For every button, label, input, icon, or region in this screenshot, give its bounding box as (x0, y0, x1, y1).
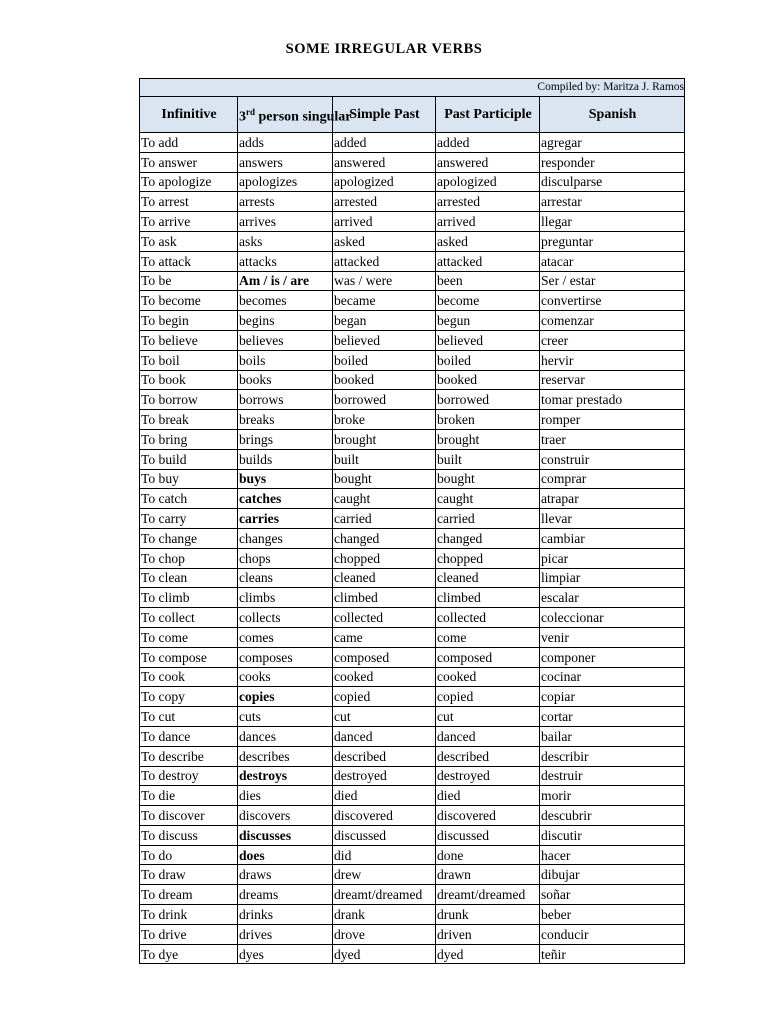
spanish-cell: descubrir (540, 806, 685, 826)
table-row (140, 806, 685, 826)
third-person-cell: cuts (238, 707, 333, 727)
infinitive-cell: To drink (140, 905, 238, 925)
document-title: SOME IRREGULAR VERBS (285, 41, 483, 57)
simple-past-cell: carried (333, 509, 436, 529)
spanish-cell: traer (540, 429, 685, 449)
table-row (140, 330, 685, 350)
simple-past-cell: broke (333, 410, 436, 430)
past-participle-cell: dyed (436, 944, 540, 964)
past-participle-cell: collected (436, 608, 540, 628)
past-participle-cell: done (436, 845, 540, 865)
simple-past-cell: caught (333, 489, 436, 509)
spanish-cell: tomar prestado (540, 390, 685, 410)
infinitive-cell: To compose (140, 647, 238, 667)
simple-past-cell: dyed (333, 944, 436, 964)
spanish-cell: coleccionar (540, 608, 685, 628)
third-person-cell: books (238, 370, 333, 390)
past-participle-cell: destroyed (436, 766, 540, 786)
header-third-person-singular (238, 97, 352, 133)
spanish-cell: dibujar (540, 865, 685, 885)
simple-past-cell: began (333, 311, 436, 331)
infinitive-cell: To change (140, 528, 238, 548)
table-row (140, 568, 685, 588)
spanish-cell: limpiar (540, 568, 685, 588)
table-row (140, 528, 685, 548)
infinitive-cell: To book (140, 370, 238, 390)
third-person-cell: apologizes (238, 172, 333, 192)
simple-past-cell: added (333, 133, 436, 153)
table-row (140, 172, 685, 192)
spanish-cell: llegar (540, 212, 685, 232)
infinitive-cell: To discuss (140, 825, 238, 845)
header-infinitive: Infinitive (140, 97, 238, 133)
past-participle-cell: borrowed (436, 390, 540, 410)
third-person-cell: boils (238, 350, 333, 370)
simple-past-cell: brought (333, 429, 436, 449)
infinitive-cell: To cut (140, 707, 238, 727)
infinitive-cell: To believe (140, 330, 238, 350)
simple-past-cell: did (333, 845, 436, 865)
third-person-cell: collects (238, 608, 333, 628)
simple-past-cell: drew (333, 865, 436, 885)
infinitive-cell: To chop (140, 548, 238, 568)
third-person-cell: believes (238, 330, 333, 350)
past-participle-cell: died (436, 786, 540, 806)
infinitive-cell: To dye (140, 944, 238, 964)
simple-past-cell: cut (333, 707, 436, 727)
table-row (140, 924, 685, 944)
simple-past-cell: discussed (333, 825, 436, 845)
past-participle-cell: apologized (436, 172, 540, 192)
past-participle-cell: dreamt/dreamed (436, 885, 540, 905)
past-participle-cell: carried (436, 509, 540, 529)
third-person-cell: builds (238, 449, 333, 469)
past-participle-cell: bought (436, 469, 540, 489)
infinitive-cell: To catch (140, 489, 238, 509)
third-person-cell: climbs (238, 588, 333, 608)
infinitive-cell: To answer (140, 152, 238, 172)
past-participle-cell: caught (436, 489, 540, 509)
simple-past-cell: drank (333, 905, 436, 925)
past-participle-cell: begun (436, 311, 540, 331)
table-row (140, 825, 685, 845)
verb-rows (140, 133, 685, 964)
infinitive-cell: To arrest (140, 192, 238, 212)
third-person-cell: carries (238, 509, 333, 529)
past-participle-cell: answered (436, 152, 540, 172)
past-participle-cell: changed (436, 528, 540, 548)
past-participle-cell: added (436, 133, 540, 153)
third-person-cell: brings (238, 429, 333, 449)
third-person-cell: Am / is / are (238, 271, 333, 291)
third-person-cell: catches (238, 489, 333, 509)
header-spanish: Spanish (540, 97, 685, 133)
simple-past-cell: was / were (333, 271, 436, 291)
past-participle-cell: believed (436, 330, 540, 350)
table-row (140, 905, 685, 925)
simple-past-cell: cleaned (333, 568, 436, 588)
spanish-cell: discutir (540, 825, 685, 845)
table-row (140, 845, 685, 865)
past-participle-cell: described (436, 746, 540, 766)
third-person-cell: drives (238, 924, 333, 944)
table-row (140, 271, 685, 291)
table-row (140, 667, 685, 687)
infinitive-cell: To borrow (140, 390, 238, 410)
third-person-cell: comes (238, 627, 333, 647)
table-row (140, 647, 685, 667)
table-row (140, 152, 685, 172)
simple-past-cell: danced (333, 726, 436, 746)
past-participle-cell: arrested (436, 192, 540, 212)
past-participle-cell: broken (436, 410, 540, 430)
past-participle-cell: driven (436, 924, 540, 944)
infinitive-cell: To build (140, 449, 238, 469)
third-person-cell: becomes (238, 291, 333, 311)
infinitive-cell: To copy (140, 687, 238, 707)
simple-past-cell: asked (333, 231, 436, 251)
infinitive-cell: To destroy (140, 766, 238, 786)
table-row (140, 766, 685, 786)
third-person-cell: answers (238, 152, 333, 172)
infinitive-cell: To become (140, 291, 238, 311)
simple-past-cell: drove (333, 924, 436, 944)
simple-past-cell: boiled (333, 350, 436, 370)
past-participle-cell: boiled (436, 350, 540, 370)
third-person-cell: dreams (238, 885, 333, 905)
spanish-cell: bailar (540, 726, 685, 746)
infinitive-cell: To collect (140, 608, 238, 628)
infinitive-cell: To climb (140, 588, 238, 608)
spanish-cell: venir (540, 627, 685, 647)
spanish-cell: convertirse (540, 291, 685, 311)
simple-past-cell: arrived (333, 212, 436, 232)
header-simple-past: Simple Past (333, 97, 436, 133)
spanish-cell: responder (540, 152, 685, 172)
simple-past-cell: discovered (333, 806, 436, 826)
table-row (140, 746, 685, 766)
simple-past-cell: composed (333, 647, 436, 667)
third-person-cell: buys (238, 469, 333, 489)
simple-past-cell: changed (333, 528, 436, 548)
spanish-cell: llevar (540, 509, 685, 529)
table-row (140, 311, 685, 331)
simple-past-cell: booked (333, 370, 436, 390)
infinitive-cell: To drive (140, 924, 238, 944)
spanish-cell: agregar (540, 133, 685, 153)
past-participle-cell: discovered (436, 806, 540, 826)
third-person-cell: cooks (238, 667, 333, 687)
infinitive-cell: To add (140, 133, 238, 153)
past-participle-cell: danced (436, 726, 540, 746)
table-row (140, 627, 685, 647)
simple-past-cell: believed (333, 330, 436, 350)
past-participle-cell: cooked (436, 667, 540, 687)
infinitive-cell: To bring (140, 429, 238, 449)
table-row (140, 489, 685, 509)
table-row (140, 885, 685, 905)
third-person-cell: borrows (238, 390, 333, 410)
third-person-cell: describes (238, 746, 333, 766)
third-person-cell: breaks (238, 410, 333, 430)
past-participle-cell: drawn (436, 865, 540, 885)
infinitive-cell: To begin (140, 311, 238, 331)
simple-past-cell: climbed (333, 588, 436, 608)
simple-past-cell: bought (333, 469, 436, 489)
table-row (140, 212, 685, 232)
past-participle-cell: discussed (436, 825, 540, 845)
third-person-cell: draws (238, 865, 333, 885)
spanish-cell: picar (540, 548, 685, 568)
simple-past-cell: answered (333, 152, 436, 172)
past-participle-cell: come (436, 627, 540, 647)
simple-past-cell: collected (333, 608, 436, 628)
table-row (140, 608, 685, 628)
simple-past-cell: destroyed (333, 766, 436, 786)
spanish-cell: reservar (540, 370, 685, 390)
table-row (140, 469, 685, 489)
infinitive-cell: To describe (140, 746, 238, 766)
third-person-cell: dances (238, 726, 333, 746)
past-participle-cell: composed (436, 647, 540, 667)
spanish-cell: hacer (540, 845, 685, 865)
third-person-cell: drinks (238, 905, 333, 925)
header-third-person-ordinal: rd (246, 106, 255, 117)
infinitive-cell: To discover (140, 806, 238, 826)
table-row (140, 509, 685, 529)
table-row (140, 588, 685, 608)
simple-past-cell: dreamt/dreamed (333, 885, 436, 905)
simple-past-cell: became (333, 291, 436, 311)
past-participle-cell: arrived (436, 212, 540, 232)
table-row (140, 548, 685, 568)
spanish-cell: creer (540, 330, 685, 350)
third-person-cell: does (238, 845, 333, 865)
third-person-cell: adds (238, 133, 333, 153)
past-participle-cell: become (436, 291, 540, 311)
spanish-cell: cambiar (540, 528, 685, 548)
table-row (140, 291, 685, 311)
table-row (140, 251, 685, 271)
simple-past-cell: described (333, 746, 436, 766)
table-row (140, 726, 685, 746)
spanish-cell: soñar (540, 885, 685, 905)
table-row (140, 687, 685, 707)
infinitive-cell: To arrive (140, 212, 238, 232)
spanish-cell: comenzar (540, 311, 685, 331)
table-row (140, 786, 685, 806)
third-person-cell: chops (238, 548, 333, 568)
table-row (140, 707, 685, 727)
spanish-cell: romper (540, 410, 685, 430)
third-person-cell: copies (238, 687, 333, 707)
third-person-cell: destroys (238, 766, 333, 786)
table-row (140, 449, 685, 469)
simple-past-cell: apologized (333, 172, 436, 192)
header-third-person-label: person singular (255, 109, 352, 125)
simple-past-cell: arrested (333, 192, 436, 212)
spanish-cell: preguntar (540, 231, 685, 251)
infinitive-cell: To do (140, 845, 238, 865)
third-person-cell: arrests (238, 192, 333, 212)
spanish-cell: conducir (540, 924, 685, 944)
infinitive-cell: To dance (140, 726, 238, 746)
table-header-row (140, 97, 685, 133)
spanish-cell: destruir (540, 766, 685, 786)
table-row (140, 192, 685, 212)
past-participle-cell: been (436, 271, 540, 291)
table-row (140, 410, 685, 430)
spanish-cell: escalar (540, 588, 685, 608)
third-person-cell: arrives (238, 212, 333, 232)
spanish-cell: morir (540, 786, 685, 806)
simple-past-cell: came (333, 627, 436, 647)
past-participle-cell: climbed (436, 588, 540, 608)
third-person-cell: dies (238, 786, 333, 806)
past-participle-cell: chopped (436, 548, 540, 568)
infinitive-cell: To attack (140, 251, 238, 271)
third-person-cell: composes (238, 647, 333, 667)
infinitive-cell: To boil (140, 350, 238, 370)
infinitive-cell: To buy (140, 469, 238, 489)
spanish-cell: disculparse (540, 172, 685, 192)
spanish-cell: construir (540, 449, 685, 469)
simple-past-cell: built (333, 449, 436, 469)
spanish-cell: describir (540, 746, 685, 766)
third-person-cell: asks (238, 231, 333, 251)
simple-past-cell: copied (333, 687, 436, 707)
table-row (140, 370, 685, 390)
spanish-cell: cocinar (540, 667, 685, 687)
past-participle-cell: asked (436, 231, 540, 251)
infinitive-cell: To break (140, 410, 238, 430)
simple-past-cell: borrowed (333, 390, 436, 410)
infinitive-cell: To clean (140, 568, 238, 588)
infinitive-cell: To dream (140, 885, 238, 905)
spanish-cell: copiar (540, 687, 685, 707)
table-row (140, 944, 685, 964)
past-participle-cell: cut (436, 707, 540, 727)
infinitive-cell: To carry (140, 509, 238, 529)
header-past-participle: Past Participle (436, 97, 540, 133)
third-person-cell: discusses (238, 825, 333, 845)
header-third-person-number: 3 (239, 109, 246, 125)
simple-past-cell: died (333, 786, 436, 806)
table-row (140, 390, 685, 410)
simple-past-cell: chopped (333, 548, 436, 568)
table-row (140, 350, 685, 370)
past-participle-cell: copied (436, 687, 540, 707)
past-participle-cell: brought (436, 429, 540, 449)
spanish-cell: beber (540, 905, 685, 925)
past-participle-cell: built (436, 449, 540, 469)
infinitive-cell: To cook (140, 667, 238, 687)
spanish-cell: arrestar (540, 192, 685, 212)
spanish-cell: atacar (540, 251, 685, 271)
spanish-cell: Ser / estar (540, 271, 685, 291)
third-person-cell: dyes (238, 944, 333, 964)
infinitive-cell: To die (140, 786, 238, 806)
spanish-cell: comprar (540, 469, 685, 489)
spanish-cell: atrapar (540, 489, 685, 509)
infinitive-cell: To be (140, 271, 238, 291)
third-person-cell: begins (238, 311, 333, 331)
simple-past-cell: attacked (333, 251, 436, 271)
third-person-cell: cleans (238, 568, 333, 588)
spanish-cell: hervir (540, 350, 685, 370)
compiled-by-credit: Compiled by: Maritza J. Ramos (140, 79, 685, 97)
third-person-cell: changes (238, 528, 333, 548)
past-participle-cell: drunk (436, 905, 540, 925)
infinitive-cell: To apologize (140, 172, 238, 192)
past-participle-cell: booked (436, 370, 540, 390)
credit-row (140, 79, 685, 97)
table-row (140, 865, 685, 885)
past-participle-cell: attacked (436, 251, 540, 271)
table-row (140, 133, 685, 153)
table-row (140, 231, 685, 251)
spanish-cell: componer (540, 647, 685, 667)
irregular-verbs-table (139, 78, 685, 964)
infinitive-cell: To come (140, 627, 238, 647)
third-person-cell: discovers (238, 806, 333, 826)
third-person-cell: attacks (238, 251, 333, 271)
past-participle-cell: cleaned (436, 568, 540, 588)
spanish-cell: cortar (540, 707, 685, 727)
simple-past-cell: cooked (333, 667, 436, 687)
infinitive-cell: To ask (140, 231, 238, 251)
spanish-cell: teñir (540, 944, 685, 964)
infinitive-cell: To draw (140, 865, 238, 885)
table-row (140, 429, 685, 449)
